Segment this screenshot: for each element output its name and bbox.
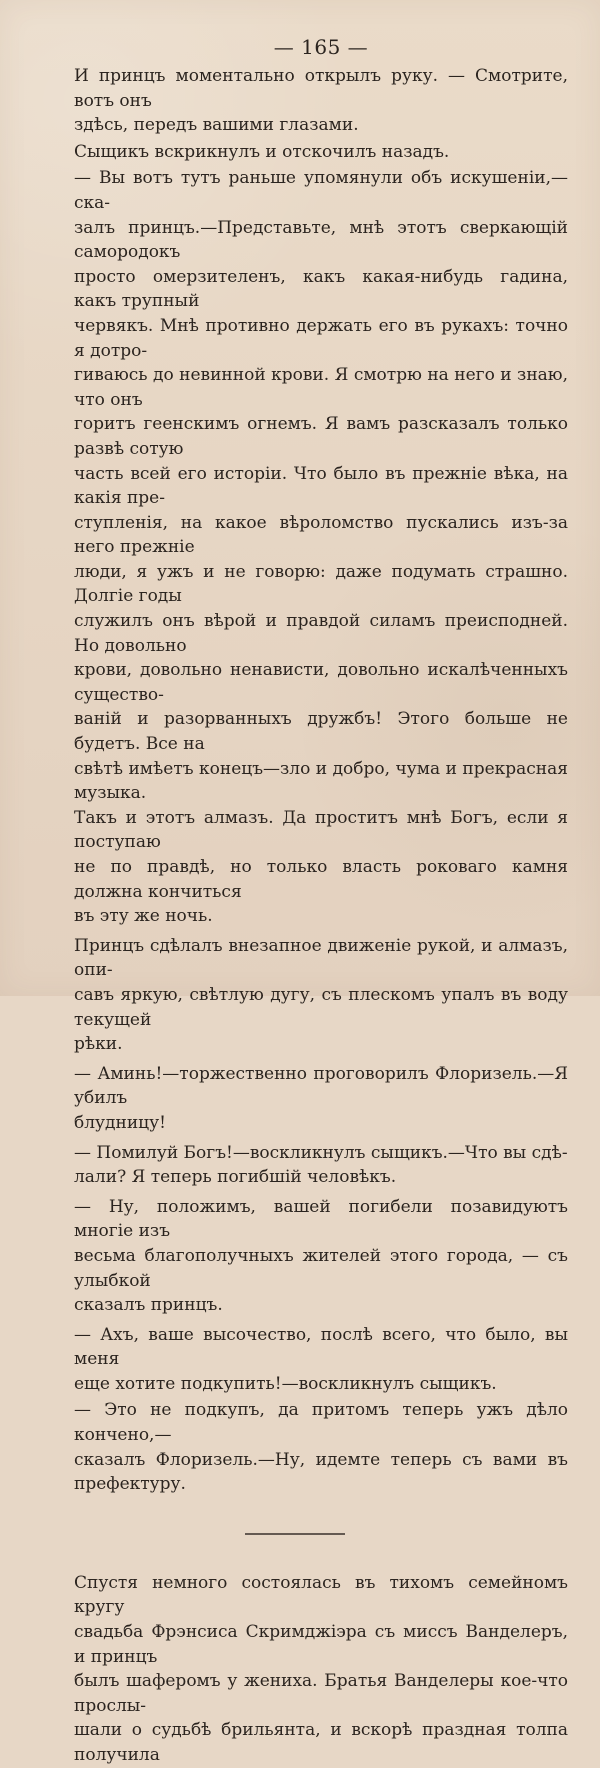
text-line-11: ступленія, на какое вѣроломство пускались изъ-за него прежніе (74, 512, 568, 558)
text-line-33: сказалъ Флоризель.—Ну, идемте теперь съ вами въ префектуру. (74, 1449, 568, 1495)
text-line-30: — Ахъ, ваше высочество, послѣ всего, что было, вы меня (74, 1324, 568, 1370)
text-line-18: не по правдѣ, но только власть роковаго камня должна кончиться (74, 857, 568, 902)
text-line-23: — Аминь!—торжественно проговорилъ Флоризель.—Я убилъ (74, 1063, 568, 1109)
text-line-8: гиваюсь до невинной крови. Я смотрю на него и знаю, что онъ (74, 365, 568, 410)
text-line-37: шали о судьбѣ брильянта, и вскорѣ праздная толпа получила (74, 1720, 568, 1765)
text-line-28: весьма благополучныхъ жителей этого города, — съ улыбкой (74, 1245, 568, 1291)
text-line-6: просто омерзителенъ, какъ какая-нибудь гадина, какъ трупный (74, 266, 568, 312)
text-line-16: свѣтѣ имѣетъ конецъ—зло и добро, чума и прекрасная музыка. (74, 758, 568, 804)
text-line-34: Спустя немного состоялась въ тихомъ семейномъ кругу (74, 1572, 568, 1618)
page-number: — 165 — (273, 35, 369, 59)
text-line-14: крови, довольно ненависти, довольно искалѣченныхъ существо- (74, 660, 568, 705)
text-line-3: Сыщикъ вскрикнулъ и отскочилъ назадъ. (74, 141, 450, 162)
text-line-9: горитъ геенскимъ огнемъ. Я вамъ разсказалъ только развѣ сотую (74, 414, 568, 459)
section-separator (245, 1533, 345, 1535)
text-line-15: ваній и разорванныхъ дружбъ! Этого больше не будетъ. Все на (74, 709, 568, 755)
text-line-2: здѣсь, передъ вашими глазами. (74, 115, 359, 136)
text-line-20: Принцъ сдѣлалъ внезапное движеніе рукой, и алмазъ, опи- (74, 935, 568, 981)
text-line-25: — Помилуй Богъ!—воскликнулъ сыщикъ.—Что вы сдѣ- (74, 1142, 568, 1163)
text-line-7: червякъ. Мнѣ противно держать его въ рукахъ: точно я дотро- (74, 315, 568, 361)
text-line-36: былъ шаферомъ у жениха. Братья Ванделеры кое-что прослы- (74, 1671, 568, 1716)
text-line-4: — Вы вотъ тутъ раньше упомянули объ искушеніи,—ска- (74, 168, 568, 213)
text-line-10: часть всей его исторіи. Что было въ прежніе вѣка, на какія пре- (74, 463, 568, 509)
text-line-22: рѣки. (74, 1034, 123, 1055)
text-line-35: свадьба Фрэнсиса Скримджіэра съ миссъ Ванделеръ, и принцъ (74, 1622, 568, 1667)
text-line-24: блудницу! (74, 1112, 166, 1133)
text-line-19: въ эту же ночь. (74, 906, 213, 927)
text-line-5: залъ принцъ.—Представьте, мнѣ этотъ сверкающій самородокъ (74, 217, 568, 263)
text-line-29: сказалъ принцъ. (74, 1295, 223, 1316)
text-line-27: — Ну, положимъ, вашей погибели позавидуютъ многіе изъ (74, 1196, 568, 1242)
text-line-17: Такъ и этотъ алмазъ. Да проститъ мнѣ Богъ, если я поступаю (74, 807, 568, 853)
text-line-32: — Это не подкупъ, да притомъ теперь ужъ дѣло кончено,— (74, 1400, 568, 1446)
text-line-21: савъ яркую, свѣтлую дугу, съ плескомъ упалъ въ воду текущей (74, 984, 568, 1030)
text-line-31: еще хотите подкупить!—воскликнулъ сыщикъ. (74, 1373, 497, 1394)
text-line-26: лали? Я теперь погибшій человѣкъ. (74, 1167, 397, 1188)
page-text (74, 64, 568, 1768)
text-line-12: люди, я ужъ и не говорю: даже подумать страшно. Долгіе годы (74, 561, 568, 607)
text-line-1: И принцъ моментально открылъ руку. — Смотрите, вотъ онъ (74, 66, 568, 111)
text-line-13: служилъ онъ вѣрой и правдой силамъ преисподней. Но довольно (74, 611, 568, 656)
